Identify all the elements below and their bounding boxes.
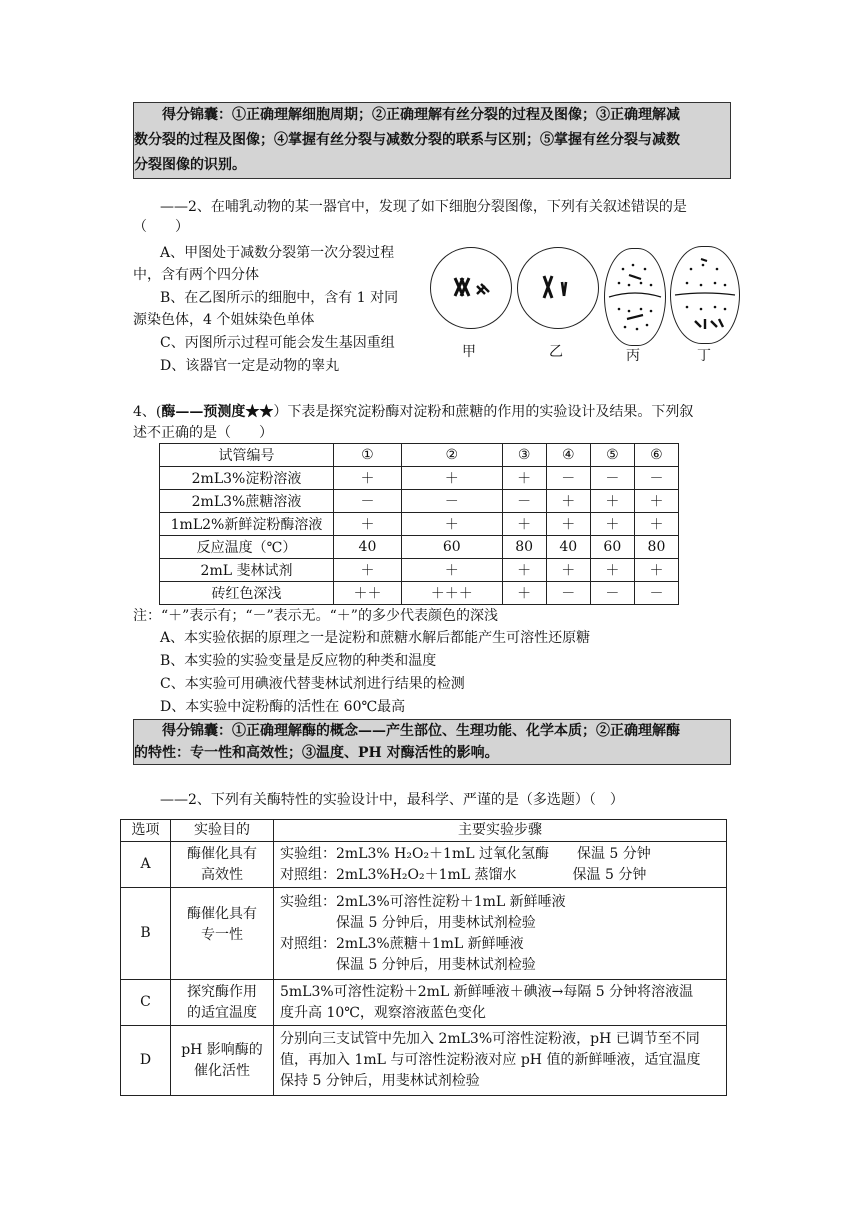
- chromosome-drawing: [518, 248, 598, 328]
- table-cell: ＋: [334, 467, 402, 490]
- step-line: 5mL3%可溶性淀粉＋2mL 新鲜唾液＋碘液→每隔 5 分钟将溶液温: [280, 983, 694, 1000]
- purpose-line: 高效性: [201, 866, 243, 883]
- steps-cell: [274, 888, 727, 980]
- purpose-line: 探究酶作用: [187, 983, 257, 1000]
- figure-label-ding: 丁: [697, 348, 711, 364]
- table-cell: ＋: [590, 559, 634, 582]
- question-stem: ——2、在哺乳动物的某一器官中，发现了如下细胞分裂图像，下列有关叙述错误的是: [160, 199, 687, 215]
- table-cell: －: [334, 490, 402, 513]
- step-line: 保温 5 分钟后，用斐林试剂检验: [280, 914, 536, 931]
- steps-cell: [274, 842, 727, 888]
- step-line: 对照组：2mL3%蔗糖＋1mL 新鲜唾液: [280, 935, 524, 952]
- steps-cell: [274, 980, 727, 1026]
- table-cell: －: [546, 582, 590, 605]
- table-cell: ＋: [590, 490, 634, 513]
- table-cell: 40: [334, 536, 402, 559]
- table-cell: 80: [502, 536, 546, 559]
- purpose-cell: [171, 888, 274, 980]
- question-4-stem-cont: 述不正确的是（ ）: [133, 425, 273, 441]
- purpose-cell: [171, 842, 274, 888]
- steps-cell: [274, 1026, 727, 1096]
- enzyme-experiment-table: [159, 443, 679, 605]
- step-line: 度升高 10℃，观察溶液蓝色变化: [280, 1004, 486, 1021]
- table-cell: ＋: [401, 513, 502, 536]
- table-cell: ＋: [546, 559, 590, 582]
- purpose-cell: [171, 1026, 274, 1096]
- table-row: [160, 536, 679, 559]
- enzyme-design-table: [120, 819, 727, 1096]
- purpose-line: 酶催化具有: [187, 906, 257, 922]
- table-cell: －: [634, 582, 678, 605]
- table-cell: 60: [401, 536, 502, 559]
- table-header-row: [121, 820, 727, 842]
- table-header-cell: ⑤: [590, 444, 634, 467]
- table-header-cell: 选项: [121, 820, 171, 842]
- table-cell: ＋: [334, 559, 402, 582]
- table-cell: ＋＋: [334, 582, 402, 605]
- table-cell: －: [590, 467, 634, 490]
- table-row: [160, 513, 679, 536]
- option-d: D、该器官一定是动物的睾丸: [160, 358, 340, 374]
- purpose-line: 催化活性: [194, 1062, 250, 1079]
- table-cell: －: [590, 582, 634, 605]
- table-cell: 砖红色深浅: [160, 582, 334, 605]
- step-line: 对照组：2mL3%H₂O₂＋1mL 蒸馏水 保温 5 分钟: [280, 866, 647, 883]
- table-cell: 60: [590, 536, 634, 559]
- table-cell: ＋: [634, 559, 678, 582]
- table-cell: 40: [546, 536, 590, 559]
- step-line: 保温 5 分钟后，用斐林试剂检验: [280, 956, 536, 973]
- tips-line: 的特性：专一性和高效性；③温度、PH 对酶活性的影响。: [134, 745, 499, 761]
- table-row: [160, 582, 679, 605]
- figure-label-bing: 丙: [626, 348, 640, 364]
- table-header-row: [160, 444, 679, 467]
- table-header-cell: 试管编号: [160, 444, 334, 467]
- question-bracket: （ ）: [133, 219, 189, 235]
- table-cell: ＋: [502, 582, 546, 605]
- table-cell: ＋: [334, 513, 402, 536]
- table-cell: 2mL3%淀粉溶液: [160, 467, 334, 490]
- table-row: [121, 1026, 727, 1096]
- table-row: [160, 467, 679, 490]
- purpose-cell: [171, 980, 274, 1026]
- step-line: 分别向三支试管中先加入 2mL3%可溶性淀粉液，pH 已调节至不同: [280, 1031, 700, 1047]
- chromosome-drawing: [605, 249, 665, 345]
- table-cell: 80: [634, 536, 678, 559]
- table-cell: 反应温度（℃）: [160, 536, 334, 559]
- table-header-cell: 实验目的: [171, 820, 274, 842]
- question-text: ）下表是探究淀粉酶对淀粉和蔗糖的作用的实验设计及结果。下列叙: [273, 404, 694, 420]
- table-cell: ＋: [546, 513, 590, 536]
- table-cell: 2mL 斐林试剂: [160, 559, 334, 582]
- table-header-cell: ⑥: [634, 444, 678, 467]
- table-cell: ＋: [401, 559, 502, 582]
- option-c: C、本实验可用碘液代替斐林试剂进行结果的检测: [160, 676, 465, 692]
- figure-label-yi: 乙: [549, 344, 563, 360]
- table-cell: ＋: [502, 513, 546, 536]
- table-cell: －: [401, 490, 502, 513]
- chromosome-drawing: [431, 248, 511, 328]
- table-row: [121, 980, 727, 1026]
- cell-jia-figure: [430, 247, 512, 329]
- option-cell: C: [121, 980, 171, 1026]
- table-cell: ＋: [590, 513, 634, 536]
- table-cell: 1mL2%新鲜淀粉酶溶液: [160, 513, 334, 536]
- table-cell: ＋: [634, 513, 678, 536]
- question-number: 4、(: [133, 404, 162, 420]
- cell-bing-figure: [604, 248, 666, 346]
- table-header-cell: 主要实验步骤: [274, 820, 727, 842]
- table-row: [160, 559, 679, 582]
- table-cell: ＋: [502, 467, 546, 490]
- tips-line: 得分锦囊：①正确理解细胞周期；②正确理解有丝分裂的过程及图像；③正确理解减: [162, 107, 680, 123]
- purpose-line: pH 影响酶的: [181, 1041, 263, 1058]
- tips-box-enzyme: [133, 719, 731, 765]
- cell-ding-figure: [670, 246, 740, 344]
- purpose-line: 专一性: [201, 927, 243, 943]
- cell-yi-figure: [517, 247, 599, 329]
- table-row: [121, 842, 727, 888]
- step-line: 保持 5 分钟后，用斐林试剂检验: [280, 1073, 480, 1089]
- question-stem: ——2、下列有关酶特性的实验设计中，最科学、严谨的是（多选题）（ ）: [160, 792, 624, 808]
- table-header-cell: ④: [546, 444, 590, 467]
- option-b: B、本实验的实验变量是反应物的种类和温度: [160, 653, 437, 669]
- step-line: 实验组：2mL3%可溶性淀粉＋1mL 新鲜唾液: [280, 893, 566, 910]
- tips-line: 分裂图像的识别。: [134, 157, 246, 173]
- option-a: A、甲图处于减数分裂第一次分裂过程: [160, 245, 395, 261]
- table-cell: ＋: [401, 467, 502, 490]
- table-header-cell: ①: [334, 444, 402, 467]
- option-a: A、本实验依据的原理之一是淀粉和蔗糖水解后都能产生可溶性还原糖: [160, 630, 591, 646]
- table-note: 注：“＋”表示有；“－”表示无。“＋”的多少代表颜色的深浅: [133, 608, 498, 624]
- tips-line: 得分锦囊：①正确理解酶的概念——产生部位、生理功能、化学本质；②正确理解酶: [162, 723, 680, 739]
- table-cell: －: [634, 467, 678, 490]
- table-header-cell: ③: [502, 444, 546, 467]
- purpose-line: 的适宜温度: [187, 1004, 257, 1021]
- step-line: 实验组：2mL3% H₂O₂＋1mL 过氧化氢酶 保温 5 分钟: [280, 845, 651, 862]
- prediction-tag: 酶——预测度★★: [161, 404, 274, 420]
- option-c: C、丙图所示过程可能会发生基因重组: [160, 335, 395, 351]
- table-cell: ＋: [634, 490, 678, 513]
- tips-box-cell-division: [133, 102, 731, 179]
- table-row: [121, 888, 727, 980]
- step-line: 值，再加入 1mL 与可溶性淀粉液对应 pH 值的新鲜唾液，适宜温度: [280, 1052, 701, 1068]
- option-b: B、在乙图所示的细胞中，含有 1 对同: [160, 290, 399, 306]
- table-row: [160, 490, 679, 513]
- table-cell: ＋＋＋: [401, 582, 502, 605]
- question-4-stem: [133, 402, 693, 422]
- table-header-cell: ②: [401, 444, 502, 467]
- option-d: D、本实验中淀粉酶的活性在 60℃最高: [160, 699, 406, 715]
- chromosome-drawing: [671, 247, 739, 343]
- option-cell: D: [121, 1026, 171, 1096]
- purpose-line: 酶催化具有: [187, 845, 257, 862]
- option-cell: A: [121, 842, 171, 888]
- table-cell: －: [502, 490, 546, 513]
- tips-line: 数分裂的过程及图像；④掌握有丝分裂与减数分裂的联系与区别；⑤掌握有丝分裂与减数: [134, 132, 680, 148]
- table-cell: ＋: [546, 490, 590, 513]
- figure-label-jia: 甲: [462, 344, 476, 360]
- option-b-cont: 源染色体，4 个姐妹染色单体: [133, 312, 315, 328]
- option-a-cont: 中，含有两个四分体: [133, 267, 259, 283]
- table-cell: ＋: [502, 559, 546, 582]
- option-cell: B: [121, 888, 171, 980]
- table-cell: －: [546, 467, 590, 490]
- table-cell: 2mL3%蔗糖溶液: [160, 490, 334, 513]
